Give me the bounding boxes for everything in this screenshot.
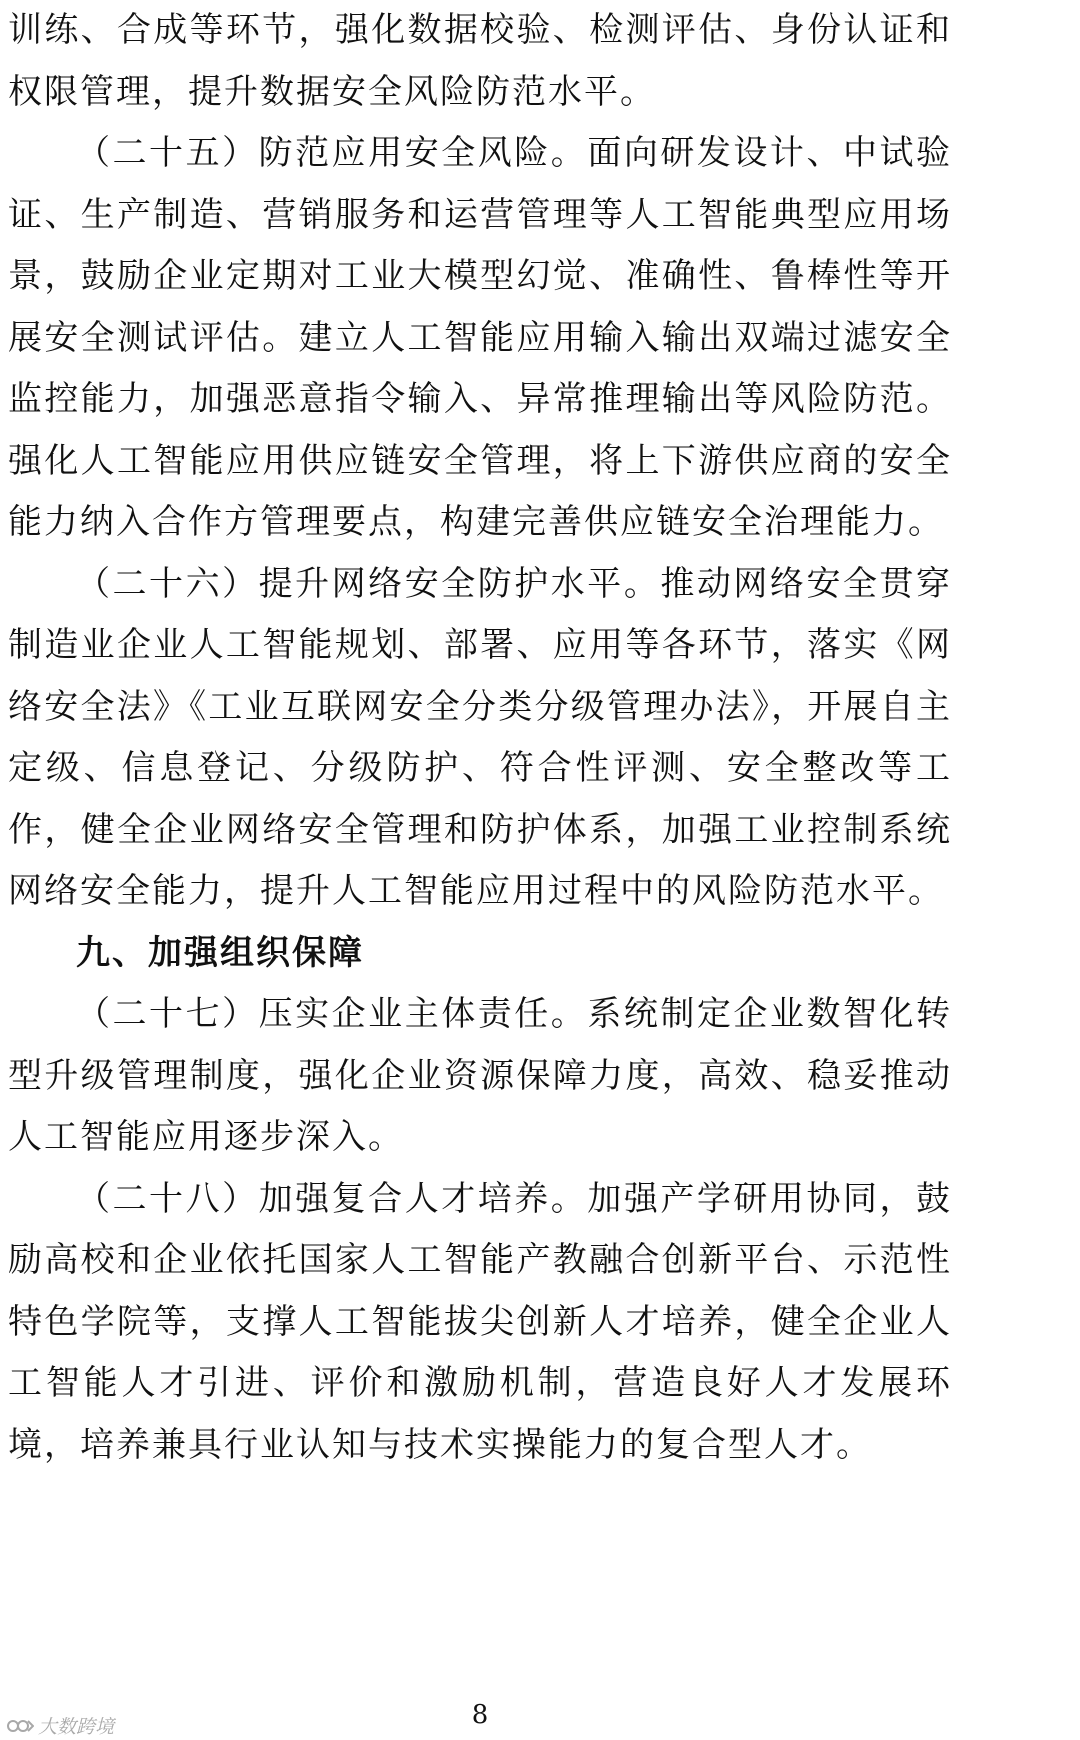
paragraph-lead: （二十五）防范应用安全风险。 bbox=[76, 133, 588, 173]
paragraph-lead: （二十六）提升网络安全防护水平。 bbox=[76, 563, 661, 604]
paragraph-text: 训练、合成等环节，强化数据校验、检测评估、身份认证和权限管理，提升数据安全风险防范水平。 bbox=[8, 10, 952, 112]
paragraph-application-security bbox=[8, 123, 952, 554]
paragraph-text: 系统制定企业数智化转型升级管理制度，强化企业资源保障力度，高效、稳妥推动人工智能应用逐步深入。 bbox=[8, 994, 953, 1157]
watermark-text: 大数跨境 bbox=[38, 1716, 115, 1738]
page-number: 8 bbox=[471, 1700, 489, 1730]
paragraph-text: 加强产学研用协同，鼓励高校和企业依托国家人工智能产教融合创新平台、示范性特色学院等，支撑人工智能拔尖创新人才培养，健全企业人工智能人才引进、评价和激励机制，营造良好人才发展环境，培养兼具行业认知与技术实操能力的复合型人才。 bbox=[8, 1178, 953, 1465]
paragraph-lead: （二十七）压实企业主体责任。 bbox=[76, 994, 588, 1034]
paragraph-enterprise-responsibility bbox=[8, 984, 952, 1169]
document-body bbox=[8, 0, 952, 1476]
paragraph-text: 推动网络安全贯穿制造业企业人工智能规划、部署、应用等各环节，落实《网络安全法》《工业互联网安全分类分级管理办法》，开展自主定级、信息登记、分级防护、符合性评测、安全整改等工作，健全企业网络安全管理和防护体系，加强工业控制系统网络安全能力，提升人工智能应用过程中的风险防范水平。 bbox=[8, 563, 953, 911]
paragraph-data-security bbox=[8, 0, 952, 123]
section-heading: 九、加强组织保障 bbox=[76, 932, 364, 973]
paragraph-talent-cultivation bbox=[8, 1169, 952, 1477]
paragraph-lead: （二十八）加强复合人才培养。 bbox=[76, 1178, 588, 1219]
paragraph-text: 面向研发设计、中试验证、生产制造、营销服务和运营管理等人工智能典型应用场景，鼓励企业定期对工业大模型幻觉、准确性、鲁棒性等开展安全测试评估。建立人工智能应用输入输出双端过滤安全监控能力，加强恶意指令输入、异常推理输出等风险防范。强化人工智能应用供应链安全管理，将上下游供应商的安全能力纳入合作方管理要点，构建完善供应链安全治理能力。 bbox=[8, 133, 953, 542]
paragraph-network-security bbox=[8, 554, 952, 923]
